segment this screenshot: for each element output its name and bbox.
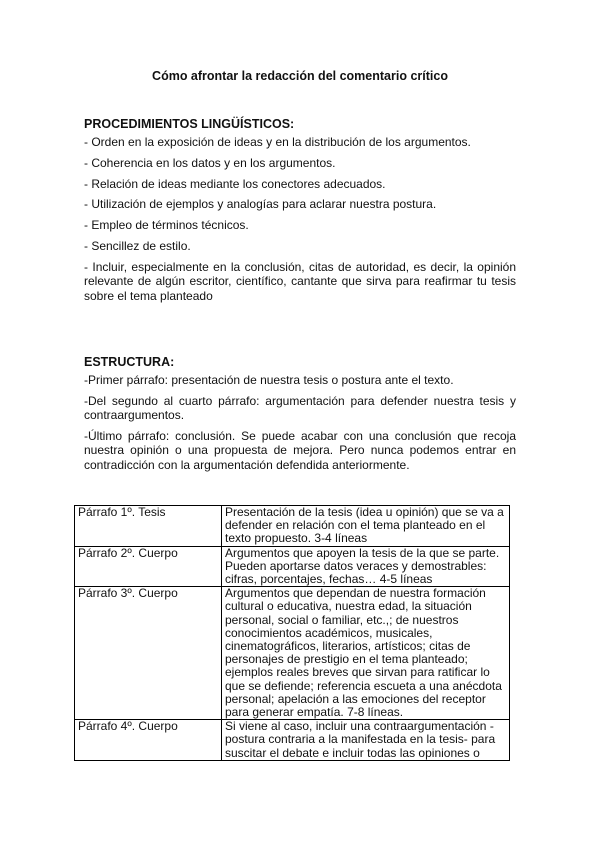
table-row <box>75 546 510 587</box>
table-cell-label: Párrafo 1º. Tesis <box>75 506 222 547</box>
procedimientos-item: - Relación de ideas mediante los conectores adecuados. <box>84 176 386 191</box>
table-cell-text: Argumentos que apoyen la tesis de la que se parte. Pueden aportarse datos veraces y demostrables: cifras, porcentajes, fechas… 4-5 líneas <box>222 546 510 587</box>
table-row <box>75 720 510 761</box>
table-cell-label: Párrafo 4º. Cuerpo <box>75 720 222 761</box>
procedimientos-item: - Empleo de términos técnicos. <box>84 218 249 233</box>
table-row <box>75 506 510 547</box>
paragraph-plan-table <box>74 505 510 761</box>
procedimientos-item: - Orden en la exposición de ideas y en la distribución de los argumentos. <box>84 135 471 149</box>
document-title: Cómo afrontar la redacción del comentario crítico <box>152 69 448 83</box>
procedimientos-item: - Sencillez de estilo. <box>84 238 191 253</box>
estructura-item: -Primer párrafo: presentación de nuestra tesis o postura ante el texto. <box>84 373 454 387</box>
table-cell-text: Presentación de la tesis (idea u opinión) que se va a defender en relación con el tema planteado en el texto propuesto. 3-4 líneas <box>222 506 510 547</box>
table-cell-text: Argumentos que dependan de nuestra formación cultural o educativa, nuestra edad, la situación personal, social o familiar, etc.,; de nuestros conocimientos académicos, musicales, cinematográficos, literarios, artísticos; citas de personajes de prestigio en el tema planteado; ejemplos reales breves que sirvan para ratificar lo que se defiende; referencia escueta a una anécdota personal; apelación a las emociones del receptor para generar empatía. 7-8 líneas. <box>222 587 510 720</box>
procedimientos-item: - Coherencia en los datos y en los argumentos. <box>84 155 336 170</box>
estructura-item: -Último párrafo: conclusión. Se puede acabar con una conclusión que recoja nuestra opinión o una propuesta de mejora. Pero nunca podemos entrar en contradicción con la argumentación defendida anteriormente. <box>84 429 516 472</box>
table-row <box>75 587 510 720</box>
procedimientos-heading: PROCEDIMIENTOS LINGÜÍSTICOS: <box>84 117 295 131</box>
table-cell-label: Párrafo 3º. Cuerpo <box>75 587 222 720</box>
estructura-heading: ESTRUCTURA: <box>84 355 175 369</box>
procedimientos-item: - Utilización de ejemplos y analogías para aclarar nuestra postura. <box>84 197 437 212</box>
procedimientos-item: - Incluir, especialmente en la conclusión, citas de autoridad, es decir, la opinión relevante de algún escritor, científico, cantante que sirva para reafirmar tu tesis sobre el tema planteado <box>84 259 516 303</box>
procedimientos-section <box>84 117 516 309</box>
table-cell-label: Párrafo 2º. Cuerpo <box>75 546 222 587</box>
estructura-item: -Del segundo al cuarto párrafo: argumentación para defender nuestra tesis y contraargumentos. <box>84 393 516 423</box>
estructura-section <box>84 355 516 479</box>
table-cell-text: Si viene al caso, incluir una contraargumentación - postura contraria a la manifestada en la tesis- para suscitar el debate e incluir todas las opiniones o <box>222 720 510 761</box>
